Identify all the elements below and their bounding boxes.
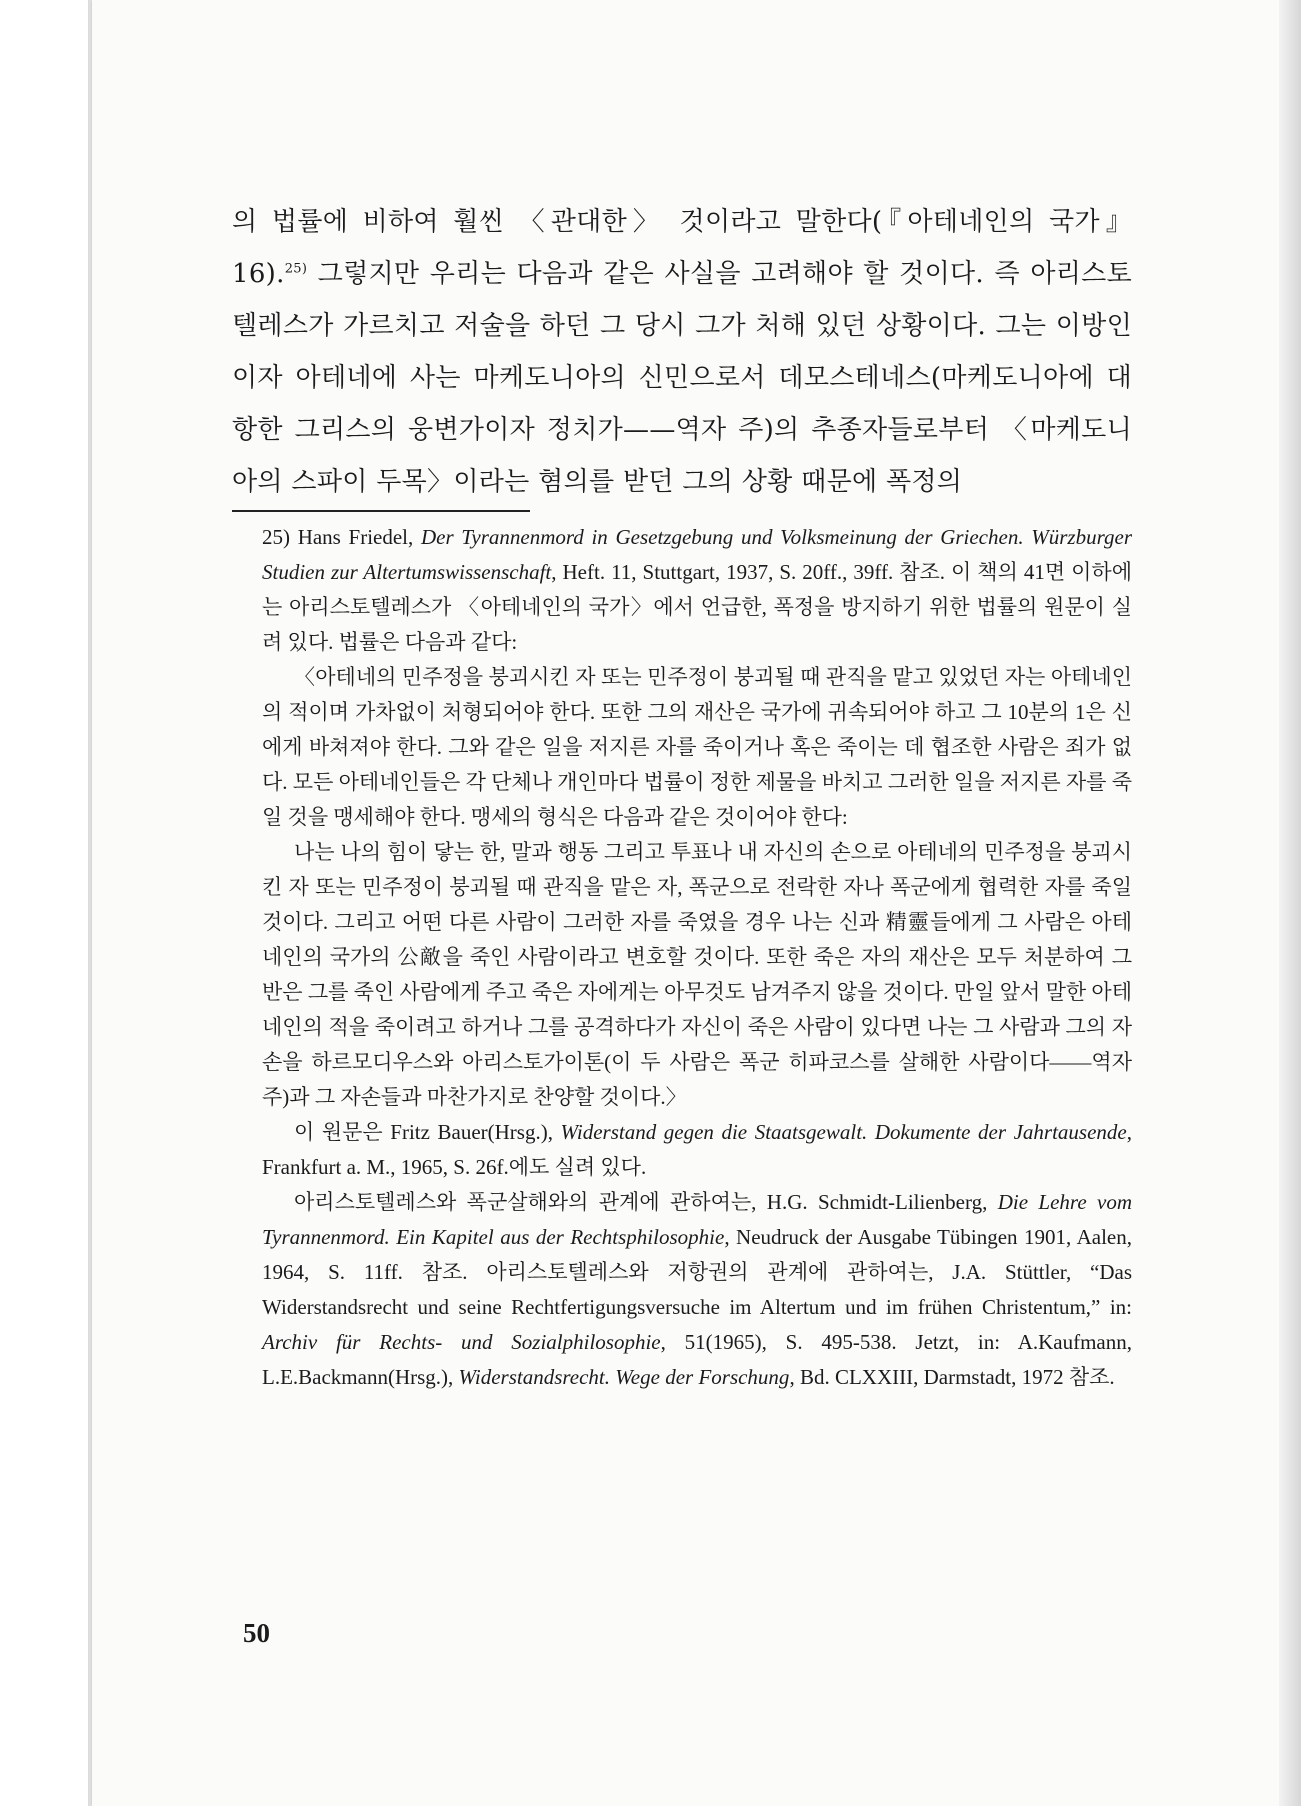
footnote-reference: 25) — [284, 261, 308, 277]
body-text-part: 그렇지만 우리는 다음과 같은 사실을 고려해야 할 것이다. 즉 아리스토텔레스가 가르치고 저술을 하던 그 당시 그가 처해 있던 상황이다. 그는 이방인이자 아테네에 사는 마케도니아의 신민으로서 데모스테네스(마케도니아에 대항한 그리스의 웅변가이자 정치가——역자 주)의 추종자들로부터 〈마케도니아의 스파이 두목〉이라는 혐의를 받던 그의 상황 때문에 폭정의 — [232, 259, 1132, 497]
footnote-text: , 51(1965), S. 495-538. Jetzt, in: A.Kaufmann, L.E.Backmann(Hrsg.), — [262, 1330, 1132, 1389]
footnote-number: 25) — [262, 525, 290, 549]
footnote-separator — [232, 510, 530, 512]
citation-journal: Archiv für Rechts- und Sozialphilosophie — [262, 1330, 661, 1354]
footnote-text: , Bd. CLXXIII, Darmstadt, 1972 참조. — [789, 1365, 1115, 1389]
main-text — [232, 196, 1132, 508]
footnote-paragraph — [262, 1185, 1132, 1395]
body-text-part: 의 법률에 비하여 훨씬 〈관대한〉 것이라고 말한다(『아테네인의 국가』 16). — [232, 207, 1132, 289]
footnote-text: , Heft. 11, Stuttgart, 1937, S. 20ff., 39ff. 참조. 이 책의 41면 이하에는 아리스토텔레스가 〈아테네인의 국가〉에서 언급한, 폭정을 방지하기 위한 법률의 원문이 실려 있다. 법률은 다음과 같다: — [262, 560, 1132, 654]
footnote-text: 아리스토텔레스와 폭군살해와의 관계에 관하여는, H.G. Schmidt-Lilienberg, — [294, 1190, 998, 1214]
page-number: 50 — [243, 1618, 270, 1648]
body-paragraph — [232, 196, 1132, 508]
footnote-block — [262, 520, 1132, 1395]
footnote-paragraph — [262, 520, 1132, 660]
footnote-text: , Neudruck der Ausgabe Tübingen 1901, Aalen, 1964, S. 11ff. 참조. 아리스토텔레스와 저항권의 관계에 관하여는, J.A. Stüttler, “Das Widerstandsrecht und seine Rechtfertigungsversuche im Altertum und im frühen Christentum,” in: — [262, 1225, 1132, 1319]
footnote-text: , Frankfurt a. M., 1965, S. 26f.에도 실려 있다. — [262, 1120, 1132, 1179]
citation-title: Widerstand gegen die Staatsgewalt. Dokumente der Jahrtausende — [560, 1120, 1127, 1144]
footnote-paragraph: 〈아테네의 민주정을 붕괴시킨 자 또는 민주정이 붕괴될 때 관직을 맡고 있었던 자는 아테네인의 적이며 가차없이 처형되어야 한다. 또한 그의 재산은 국가에 귀속되어야 하고 그 10분의 1은 신에게 바쳐져야 한다. 그와 같은 일을 저지른 자를 죽이거나 혹은 죽이는 데 협조한 사람은 죄가 없다. 모든 아테네인들은 각 단체나 개인마다 법률이 정한 제물을 바치고 그러한 일을 저지른 자를 죽일 것을 맹세해야 한다. 맹세의 형식은 다음과 같은 것이어야 한다: — [262, 665, 1132, 829]
citation-title: Widerstandsrecht. Wege der Forschung — [458, 1365, 790, 1389]
citation-author: Hans Friedel, — [297, 525, 421, 549]
citation-title: Die Lehre vom Tyrannenmord. Ein Kapitel aus der Rechtsphilosophie — [262, 1190, 1133, 1249]
citation-title: Der Tyrannenmord in Gesetzgebung und Volksmeinung der Griechen. Würzburger Studien zur Altertumswissenschaft — [262, 525, 1132, 584]
page-right-edge — [1279, 0, 1301, 1806]
footnote-paragraph — [262, 1115, 1132, 1185]
footnote-paragraph: 나는 나의 힘이 닿는 한, 말과 행동 그리고 투표나 내 자신의 손으로 아테네의 민주정을 붕괴시킨 자 또는 민주정이 붕괴될 때 관직을 맡은 자, 폭군으로 전락한 자나 폭군에게 협력한 자를 죽일 것이다. 그리고 어떤 다른 사람이 그러한 자를 죽였을 경우 나는 신과 精靈들에게 그 사람은 아테네인의 국가의 公敵을 죽인 사람이라고 변호할 것이다. 또한 죽은 자의 재산은 모두 처분하여 그 반은 그를 죽인 사람에게 주고 죽은 자에게는 아무것도 남겨주지 않을 것이다. 만일 앞서 말한 아테네인의 적을 죽이려고 하거나 그를 공격하다가 자신이 죽은 사람이 있다면 나는 그 사람과 그의 자손을 하르모디우스와 아리스토가이톤(이 두 사람은 폭군 히파코스를 살해한 사람이다——역자 주)과 그 자손들과 마찬가지로 찬양할 것이다.〉 — [262, 840, 1132, 1109]
footnote-text: 이 원문은 Fritz Bauer(Hrsg.), — [294, 1120, 561, 1144]
